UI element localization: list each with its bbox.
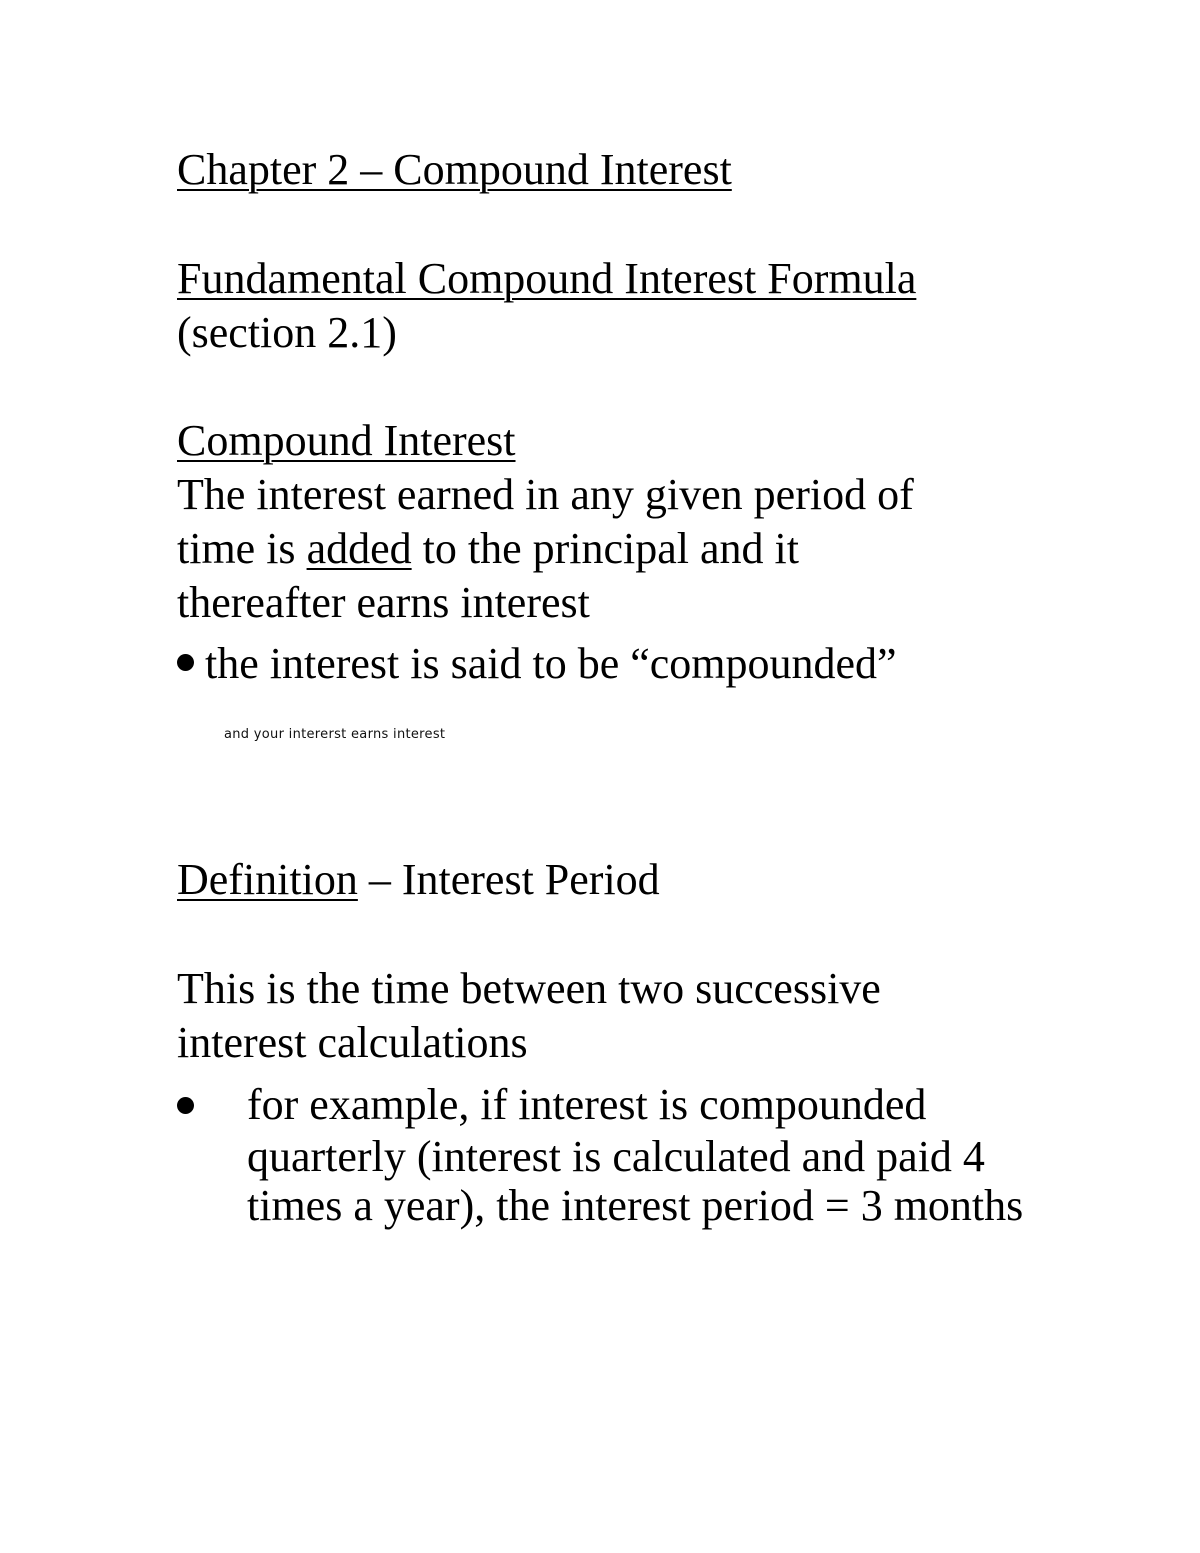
bullet-icon xyxy=(177,654,194,671)
compound-interest-term: Compound Interest xyxy=(177,416,516,465)
example-bullet-line-2: quarterly (interest is calculated and paid 4 xyxy=(247,1132,985,1181)
definition-label: Definition xyxy=(177,855,358,904)
compound-definition-line-1: The interest earned in any given period of xyxy=(177,470,914,519)
compounded-bullet xyxy=(177,637,897,691)
section-subheading: (section 2.1) xyxy=(177,308,397,357)
chapter-title: Chapter 2 – Compound Interest xyxy=(177,145,732,194)
compound-definition-line-3: thereafter earns interest xyxy=(177,578,590,627)
definition-heading xyxy=(177,853,660,907)
definition-subject: – Interest Period xyxy=(357,855,660,904)
line-2-end: to the principal and it xyxy=(411,524,799,573)
handwritten-note: and your intererst earns interest xyxy=(224,727,446,742)
added-emphasis: added xyxy=(306,524,412,573)
definition-body-line-2: interest calculations xyxy=(177,1018,528,1067)
section-heading: Fundamental Compound Interest Formula xyxy=(177,254,917,303)
example-bullet-line-3: times a year), the interest period = 3 months xyxy=(247,1181,1024,1230)
compound-definition-line-2 xyxy=(177,522,799,576)
definition-body-line-1: This is the time between two successive xyxy=(177,964,881,1013)
example-bullet-line-1: for example, if interest is compounded xyxy=(247,1080,927,1129)
compounded-bullet-text: the interest is said to be “compounded” xyxy=(205,639,897,688)
line-2-start: time is xyxy=(177,524,307,573)
example-bullet-marker xyxy=(177,1080,194,1134)
bullet-icon xyxy=(177,1097,194,1114)
